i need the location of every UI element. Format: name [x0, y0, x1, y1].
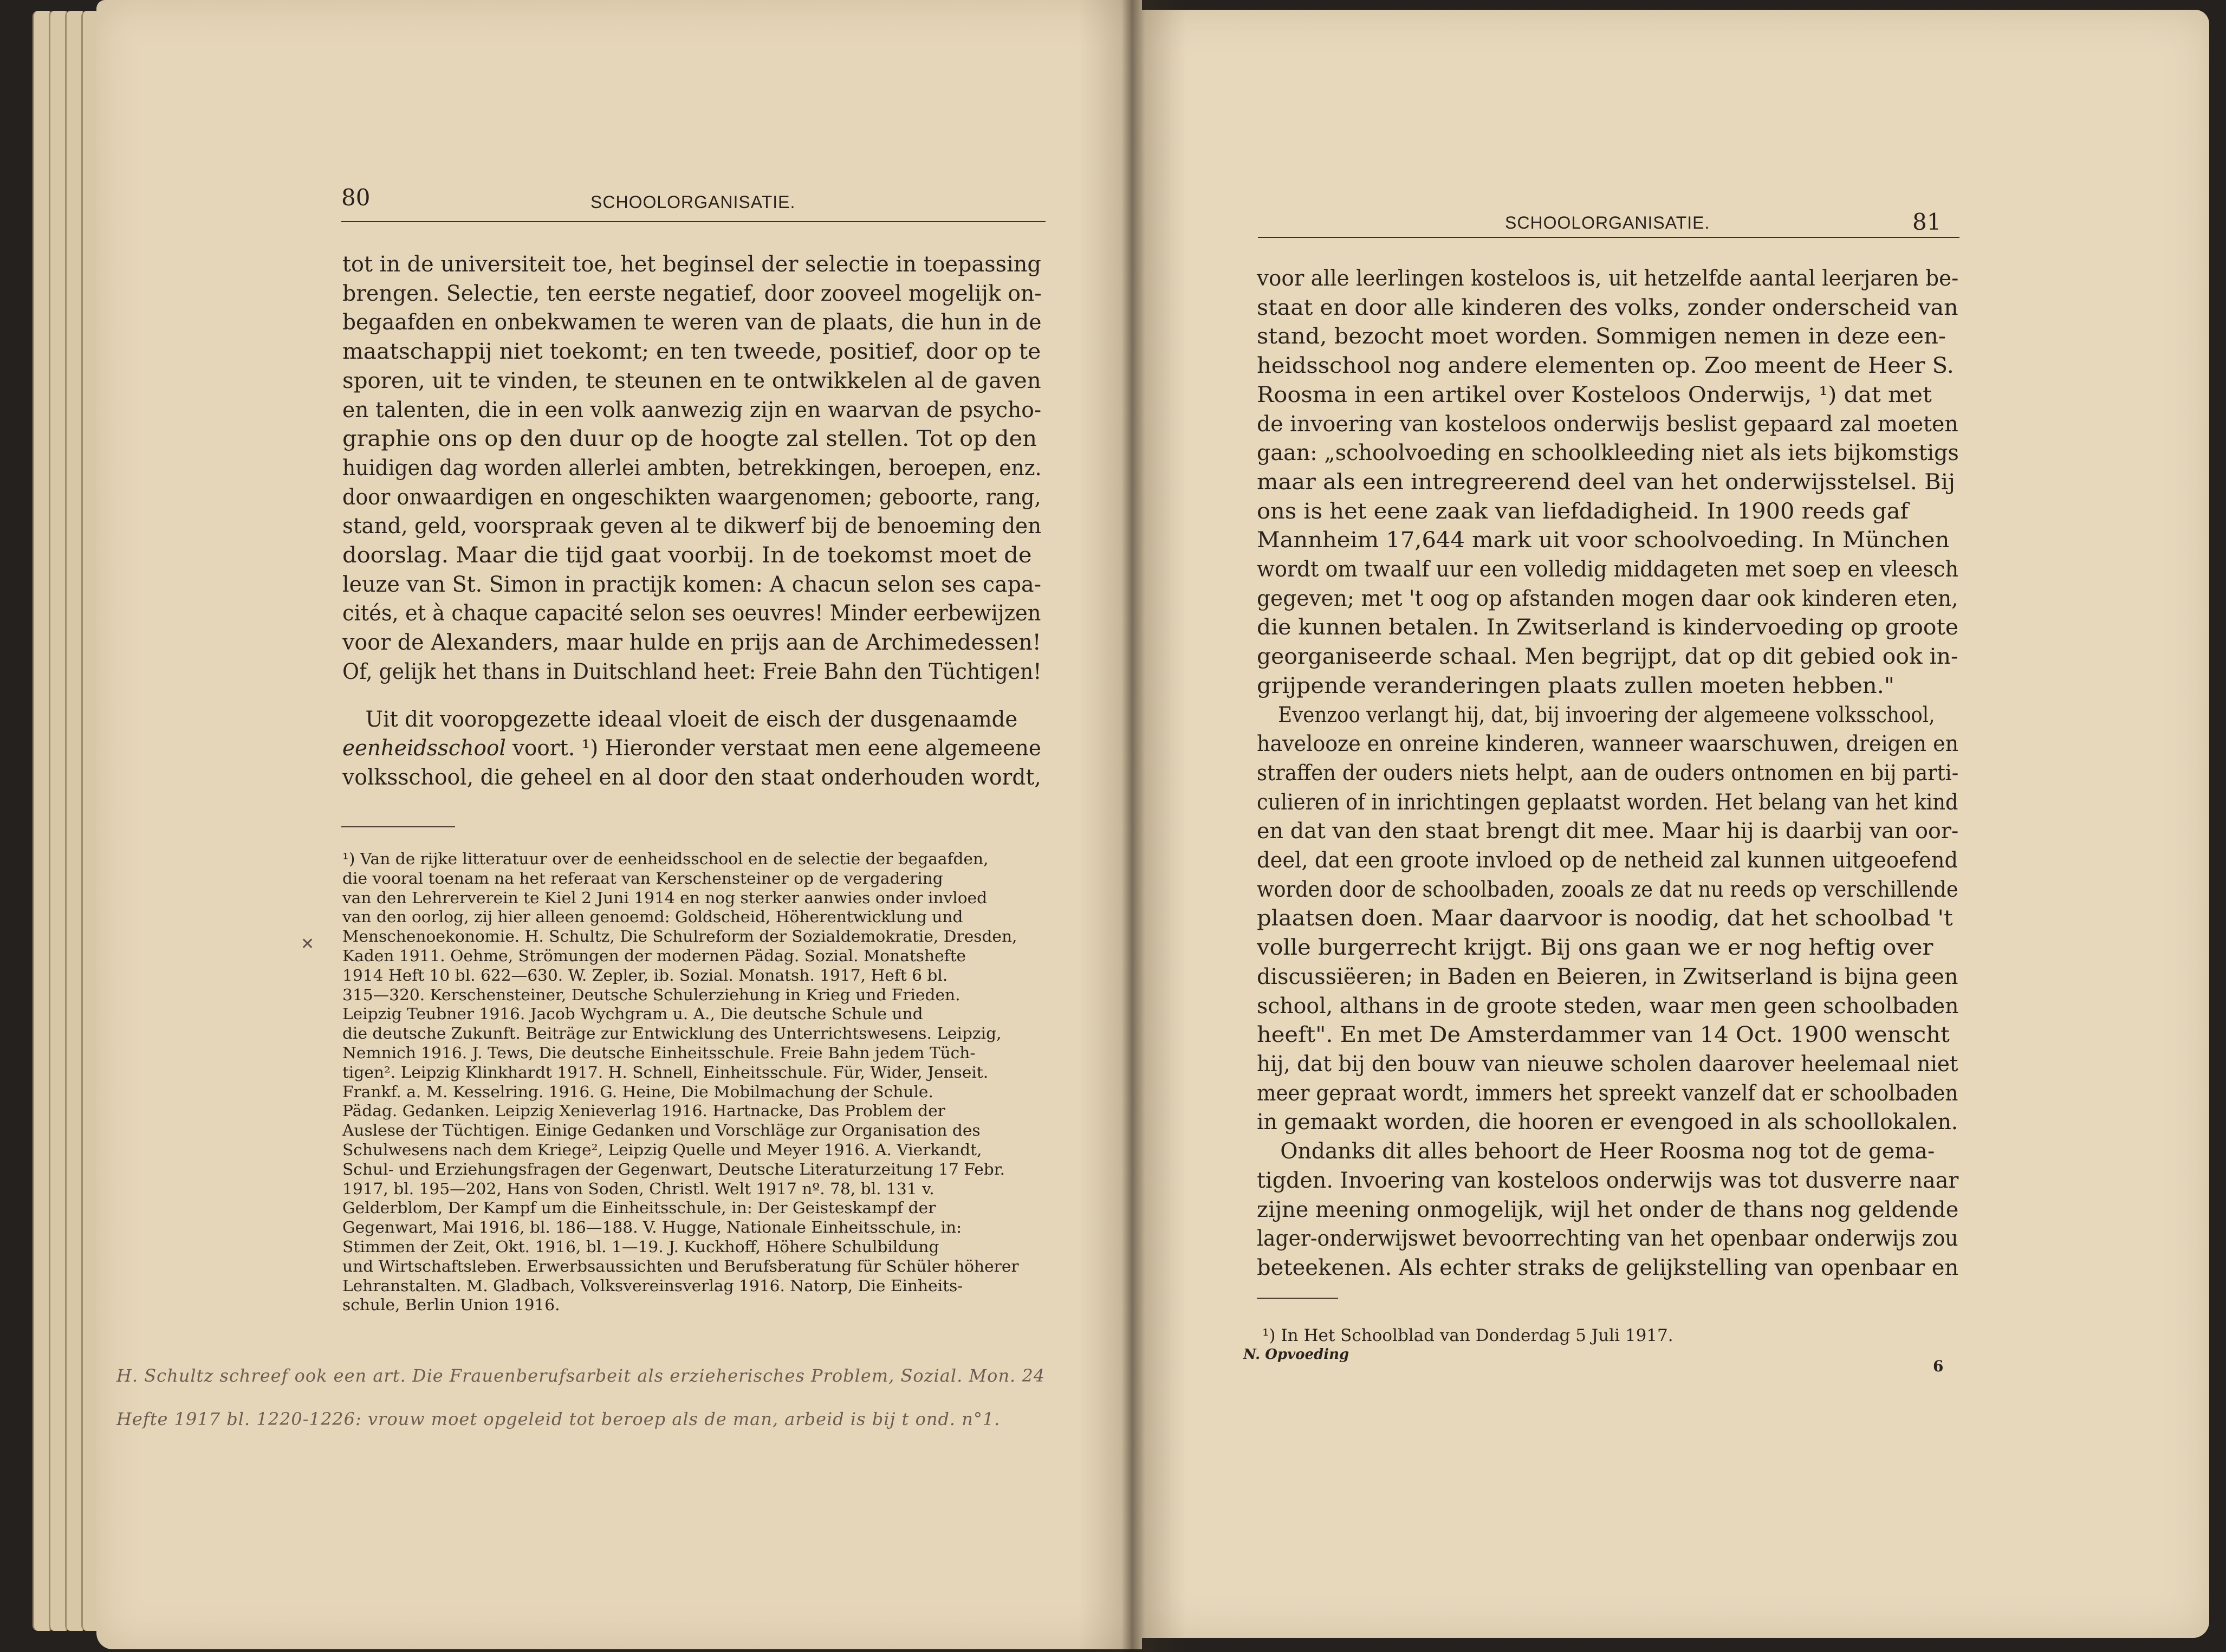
margin-mark: ✕ — [301, 935, 315, 954]
left-page — [96, 0, 1142, 1649]
footnote-line: van den Lehrerverein te Kiel 2 Juni 1914 en nog sterker aanwies onder invloed — [342, 889, 988, 907]
text-line: Uit dit vooropgezette ideaal vloeit de eisch der dusgenaamde — [365, 707, 1018, 732]
footnote-line: die vooral toenam na het referaat van Kerschensteiner op de vergadering — [342, 869, 943, 887]
text-line: worden door de schoolbaden, zooals ze dat nu reeds op verschillende — [1257, 877, 1958, 902]
footnote-line: Stimmen der Zeit, Okt. 1916, bl. 1—19. J. Kuckhoff, Höhere Schulbildung — [342, 1238, 939, 1256]
text-line: deel, dat een groote invloed op de netheid zal kunnen uitgeoefend — [1257, 848, 1958, 873]
footnote-line: Kaden 1911. Oehme, Strömungen der modernen Pädag. Sozial. Monatshefte — [342, 947, 966, 965]
text-line: volksschool, die geheel en al door den staat onderhouden wordt, — [342, 765, 1041, 790]
text-line: Roosma in een artikel over Kosteloos Onderwijs, ¹) dat met — [1257, 382, 1932, 407]
text-line: plaatsen doen. Maar daarvoor is noodig, dat het schoolbad 't — [1257, 906, 1953, 931]
handwritten-note: H. Schultz schreef ook een art. Die Frauenberufsarbeit als erzieherisches Problem, Sozial. Mon. 24 — [116, 1365, 1046, 1386]
footnote-rule — [341, 826, 455, 827]
footnote-line: 1917, bl. 195—202, Hans von Soden, Christl. Welt 1917 nº. 78, bl. 131 v. — [342, 1180, 934, 1198]
text-line: tot in de universiteit toe, het beginsel der selectie in toepassing — [342, 252, 1041, 277]
text-line: doorslag. Maar die tijd gaat voorbij. In de toekomst moet de — [342, 543, 1032, 568]
text-line: stand, bezocht moet worden. Sommigen nemen in deze een- — [1257, 324, 1946, 349]
text-line: Ondanks dit alles behoort de Heer Roosma nog tot de gema- — [1280, 1139, 1935, 1164]
text-line: havelooze en onreine kinderen, wanneer waarschuwen, dreigen en — [1257, 731, 1959, 757]
footnote-line: Lehranstalten. M. Gladbach, Volksvereinsverlag 1916. Natorp, Die Einheits- — [342, 1277, 963, 1295]
right-page-number: 81 — [1912, 209, 1942, 235]
footnote-line: 1914 Heft 10 bl. 622—630. W. Zepler, ib. Sozial. Monatsh. 1917, Heft 6 bl. — [342, 966, 948, 984]
text-line: grijpende veranderingen plaats zullen moeten hebben." — [1257, 673, 1895, 698]
footnote-line: und Wirtschaftsleben. Erwerbsaussichten und Berufsberatung für Schüler höherer — [342, 1257, 1019, 1275]
footnote-line: Auslese der Tüchtigen. Einige Gedanken und Vorschläge zur Organisation des — [342, 1122, 981, 1140]
text-line: die kunnen betalen. In Zwitserland is kindervoeding op groote — [1257, 615, 1959, 640]
left-page-number: 80 — [341, 184, 371, 211]
text-line — [342, 734, 1041, 763]
page-edge-stack — [65, 11, 83, 1631]
text-line: zijne meening onmogelijk, wijl het onder de thans nog geldende — [1257, 1197, 1959, 1222]
text-line: maar als een intregreerend deel van het onderwijsstelsel. Bij — [1257, 469, 1955, 495]
text-line: Of, gelijk het thans in Duitschland heet: Freie Bahn den Tüchtigen! — [342, 659, 1042, 684]
text-line: leuze van St. Simon in practijk komen: A chacun selon ses capa- — [342, 572, 1041, 597]
text-line: heidsschool nog andere elementen op. Zoo meent de Heer S. — [1257, 353, 1954, 379]
handwritten-note: Hefte 1917 bl. 1220-1226: vrouw moet opgeleid tot beroep als de man, arbeid is bij t ond. n°1. — [116, 1409, 1001, 1429]
text-line: Mannheim 17,644 mark uit voor schoolvoeding. In München — [1257, 528, 1950, 553]
left-footnote — [342, 850, 1047, 1315]
footnote-line: Schulwesens nach dem Kriege², Leipzig Quelle und Meyer 1916. A. Vierkandt, — [342, 1141, 982, 1159]
text-line: gegeven; met 't oog op afstanden mogen daar ook kinderen eten, — [1257, 586, 1958, 611]
right-body-text — [1257, 264, 1958, 1283]
text-line: en talenten, die in een volk aanwezig zijn en waarvan de psycho- — [342, 397, 1042, 423]
text-line: gaan: „schoolvoeding en schoolkleeding niet als iets bijkomstigs — [1257, 440, 1959, 466]
text-line: tigden. Invoering van kosteloos onderwijs was tot dusverre naar — [1257, 1168, 1959, 1193]
text-line: school, althans in de groote steden, waar men geen schoolbaden — [1257, 993, 1959, 1019]
text-line: maatschappij niet toekomt; en ten tweede, positief, door op te — [342, 339, 1041, 365]
signature-number: 6 — [1933, 1357, 1944, 1375]
text-line: in gemaakt worden, die hooren er evengoed in als schoollokalen. — [1257, 1110, 1958, 1135]
left-body-text — [342, 250, 1041, 793]
footnote-line: Menschenoekonomie. H. Schultz, Die Schulreform der Sozialdemokratie, Dresden, — [342, 928, 1017, 946]
text-line: heeft". En met De Amsterdammer van 14 Oct. 1900 wenscht — [1257, 1022, 1950, 1048]
text-line: discussiëeren; in Baden en Beieren, in Zwitserland is bijna geen — [1257, 964, 1958, 989]
right-header-rule — [1258, 237, 1959, 238]
text-line: culieren of in inrichtingen geplaatst worden. Het belang van het kind — [1257, 789, 1958, 815]
text-line: cités, et à chaque capacité selon ses oeuvres! Minder eerbewijzen — [342, 601, 1041, 626]
footnote-line: 315—320. Kerschensteiner, Deutsche Schulerziehung in Krieg und Frieden. — [342, 986, 961, 1004]
footnote-line: die deutsche Zukunft. Beiträge zur Entwicklung des Unterrichtswesens. Leipzig, — [342, 1025, 1002, 1043]
text-line: ons is het eene zaak van liefdadigheid. In 1900 reeds gaf — [1257, 498, 1909, 524]
footnote-line: tigen². Leipzig Klinkhardt 1917. H. Schnell, Einheitsschule. Für, Wider, Jenseit. — [342, 1063, 989, 1081]
footnote-line: Leipzig Teubner 1916. Jacob Wychgram u. A., Die deutsche Schule und — [342, 1005, 923, 1023]
paragraph-gap — [342, 687, 1041, 705]
left-running-head: SCHOOLORGANISATIE. — [590, 192, 796, 212]
text-line: begaafden en onbekwamen te weren van de plaats, die hun in de — [342, 310, 1042, 335]
footnote-line: Pädag. Gedanken. Leipzig Xenieverlag 1916. Hartnacke, Das Problem der — [342, 1102, 945, 1120]
left-header-rule — [341, 221, 1046, 222]
text-line: Evenzoo verlangt hij, dat, bij invoering der algemeene volksschool, — [1278, 702, 1935, 728]
italic-term: eenheidsschool — [342, 736, 506, 761]
text-line: sporen, uit te vinden, te steunen en te ontwikkelen al de gaven — [342, 368, 1041, 393]
right-footnote: ¹) In Het Schoolblad van Donderdag 5 Juli 1917. — [1262, 1326, 1673, 1345]
text-line: lager-onderwijswet bevoorrechting van het openbaar onderwijs zou — [1257, 1226, 1958, 1252]
page-edge-stack — [49, 11, 67, 1631]
footnote-line: Nemnich 1916. J. Tews, Die deutsche Einheitsschule. Freie Bahn jedem Tüch- — [342, 1044, 976, 1062]
text-line: voor alle leerlingen kosteloos is, uit hetzelfde aantal leerjaren be- — [1257, 266, 1959, 291]
footnote-line: ¹) Van de rijke litteratuur over de eenheidsschool en de selectie der begaafden, — [342, 850, 989, 868]
text-line: brengen. Selectie, ten eerste negatief, door zooveel mogelijk on- — [342, 281, 1042, 306]
footnote-line: Gegenwart, Mai 1916, bl. 186—188. V. Hugge, Nationale Einheitsschule, in: — [342, 1219, 962, 1237]
text-line: en dat van den staat brengt dit mee. Maar hij is daarbij van oor- — [1257, 819, 1959, 844]
text-line: georganiseerde schaal. Men begrijpt, dat op dit gebied ook in- — [1257, 644, 1958, 670]
text-line: beteekenen. Als echter straks de gelijkstelling van openbaar en — [1257, 1255, 1959, 1280]
signature-mark: N. Opvoeding — [1243, 1346, 1349, 1363]
text-line: stand, geld, voorspraak geven al te dikwerf bij de benoeming den — [342, 514, 1042, 539]
footnote-line: Frankf. a. M. Kesselring. 1916. G. Heine, Die Mobilmachung der Schule. — [342, 1083, 933, 1101]
right-running-head: SCHOOLORGANISATIE. — [1505, 213, 1710, 232]
text-line: graphie ons op den duur op de hoogte zal stellen. Tot op den — [342, 426, 1037, 452]
footnote-line: Schul- und Erziehungsfragen der Gegenwart, Deutsche Literaturzeitung 17 Febr. — [342, 1160, 1005, 1178]
footnote-rule — [1257, 1298, 1338, 1299]
text-line: huidigen dag worden allerlei ambten, betrekkingen, beroepen, enz. — [342, 455, 1042, 481]
text-line: wordt om twaalf uur een volledig middageten met soep en vleesch — [1257, 557, 1959, 582]
text-line: voor de Alexanders, maar hulde en prijs aan de Archimedessen! — [342, 630, 1041, 656]
page-edge-stack — [33, 11, 50, 1631]
footnote-line: van den oorlog, zij hier alleen genoemd: Goldscheid, Höherentwicklung und — [342, 908, 963, 927]
text-line: volle burgerrecht krijgt. Bij ons gaan we er nog heftig over — [1257, 935, 1933, 961]
text-line: straffen der ouders niets helpt, aan de ouders ontnomen en bij parti- — [1257, 760, 1959, 786]
footnote-line: schule, Berlin Union 1916. — [342, 1296, 560, 1314]
text-line: de invoering van kosteloos onderwijs beslist gepaard zal moeten — [1257, 411, 1958, 437]
footnote-line: Gelderblom, Der Kampf um die Einheitsschule, in: Der Geisteskampf der — [342, 1199, 936, 1217]
text-line: staat en door alle kinderen des volks, zonder onderscheid van — [1257, 295, 1958, 320]
text-line: door onwaardigen en ongeschikten waargenomen; geboorte, rang, — [342, 484, 1041, 510]
book-gutter-shadow — [1078, 0, 1186, 1652]
text-run: voort. ¹) Hieronder verstaat men eene algemeene — [505, 736, 1041, 761]
text-line: meer gepraat wordt, immers het spreekt vanzelf dat er schoolbaden — [1257, 1080, 1958, 1106]
text-line: hij, dat bij den bouw van nieuwe scholen daarover heelemaal niet — [1257, 1051, 1958, 1077]
